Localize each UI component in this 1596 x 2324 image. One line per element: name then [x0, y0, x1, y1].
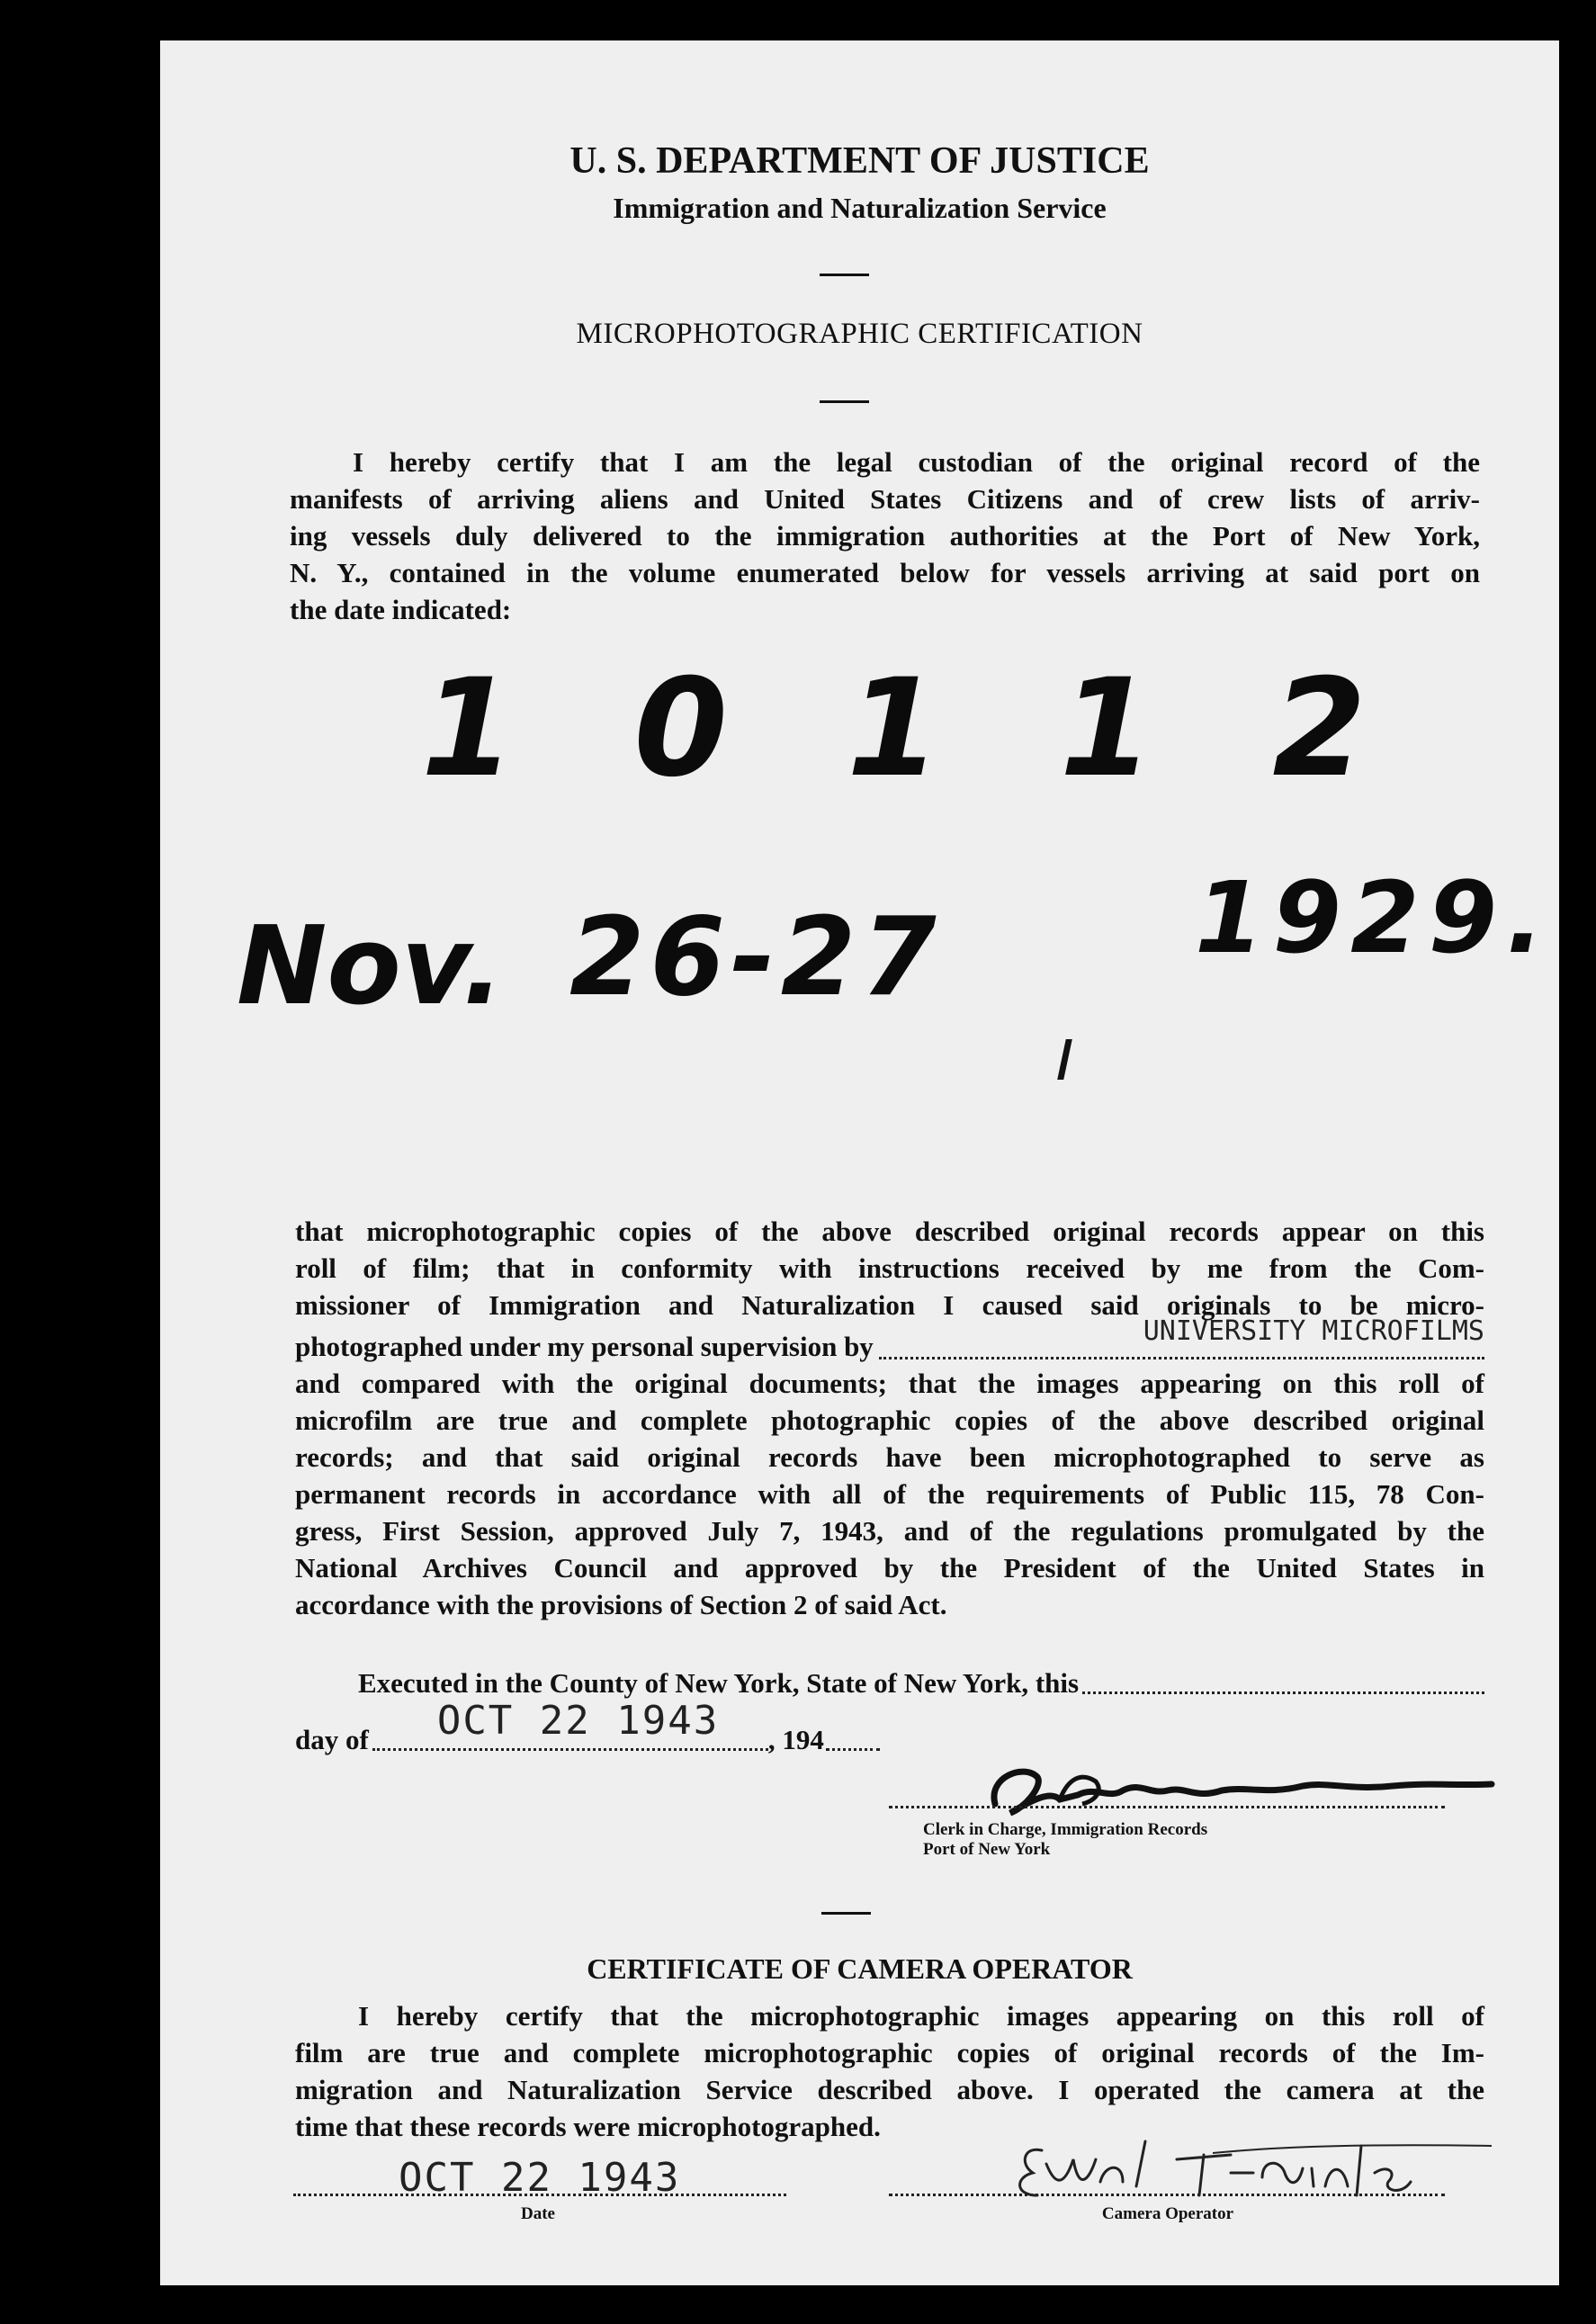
clerk-title-line: Port of New York	[923, 1840, 1051, 1859]
divider-rule	[820, 400, 869, 403]
handwritten-year: 1929.	[1195, 860, 1553, 975]
paragraph-line: accordance with the provisions of Section 2 of said Act.	[295, 1589, 947, 1620]
camera-operator-signature-line	[889, 2150, 1445, 2196]
paragraph-line: migration and Naturalization Service described above. I operated the camera at the	[295, 2074, 1484, 2105]
handwritten-month: Nov.	[237, 904, 504, 1029]
certification-title: MICROPHOTOGRAPHIC CERTIFICATION	[576, 318, 1143, 350]
clerk-title	[923, 1820, 1207, 1860]
paragraph-line: N. Y., contained in the volume enumerated below for vessels arriving at said port on	[290, 557, 1480, 588]
paragraph-line: missioner of Immigration and Naturalization I caused said originals to be micro-	[295, 1289, 1484, 1321]
clerk-title-line: Clerk in Charge, Immigration Records	[923, 1820, 1208, 1839]
day-of-dotted-line	[372, 1698, 768, 1751]
paragraph-line: ing vessels duly delivered to the immigration authorities at the Port of New York,	[290, 520, 1480, 552]
paragraph-line: National Archives Council and approved by the President of the United States in	[295, 1552, 1484, 1584]
paragraph-line: time that these records were microphotographed.	[295, 2111, 881, 2142]
custodian-paragraph	[290, 444, 1480, 628]
year-prefix: , 194	[767, 1724, 824, 1755]
department-heading: U. S. DEPARTMENT OF JUSTICE	[569, 140, 1150, 182]
paragraph-line: I hereby certify that I am the legal custodian of the original record of the	[353, 446, 1480, 478]
day-of-line	[295, 1698, 880, 1758]
paragraph-line: microfilm are true and complete photographic copies of the above described original	[295, 1404, 1484, 1436]
paragraph-line: roll of film; that in conformity with instructions received by me from the Com-	[295, 1252, 1484, 1284]
service-heading: Immigration and Naturalization Service	[613, 192, 1107, 224]
supervision-stamp: UNIVERSITY MICROFILMS	[1143, 1315, 1484, 1347]
paragraph-line: that microphotographic copies of the above described original records appear on this	[295, 1216, 1484, 1247]
camera-operator-label: Camera Operator	[1101, 2204, 1234, 2223]
executed-line	[358, 1664, 1484, 1701]
supervision-dotted-line	[879, 1315, 1484, 1359]
camera-date-stamp: OCT 22 1943	[399, 2155, 681, 2201]
certificate-page	[160, 40, 1559, 2285]
camera-certificate-title: CERTIFICATE OF CAMERA OPERATOR	[587, 1952, 1133, 1985]
divider-rule	[820, 274, 869, 276]
date-label: Date	[521, 2204, 555, 2223]
handwritten-volume-number: 1 0 1 1 2	[421, 651, 1403, 807]
paragraph-line: film are true and complete microphotographic copies of original records of the Im-	[295, 2037, 1484, 2068]
clerk-signature-line	[889, 1761, 1445, 1808]
divider-rule	[821, 1912, 871, 1915]
executed-text: Executed in the County of New York, State of New York, this	[358, 1667, 1080, 1699]
paragraph-line: the date indicated:	[290, 594, 512, 625]
handwritten-comma-mark	[1057, 1039, 1072, 1080]
supervision-prefix: photographed under my personal supervision by	[295, 1331, 874, 1362]
paragraph-line: records; and that said original records have been microphotographed to serve as	[295, 1441, 1484, 1473]
paragraph-line: and compared with the original documents; that the images appearing on this roll of	[295, 1368, 1484, 1399]
supervision-line	[295, 1315, 1484, 1365]
day-of-label: day of	[295, 1724, 369, 1755]
year-dotted-line	[826, 1721, 880, 1751]
paragraph-line: manifests of arriving aliens and United States Citizens and of crew lists of arriv-	[290, 483, 1480, 515]
handwritten-days: 26-27	[569, 895, 942, 1020]
paragraph-line: gress, First Session, approved July 7, 1943, and of the regulations promulgated by the	[295, 1515, 1484, 1547]
body-paragraph	[295, 1213, 1484, 1623]
paragraph-line: I hereby certify that the microphotographic images appearing on this roll of	[358, 2000, 1484, 2032]
execution-date-stamp: OCT 22 1943	[436, 1698, 720, 1744]
paragraph-line: permanent records in accordance with all of the requirements of Public 115, 78 Con-	[295, 1478, 1484, 1510]
executed-day-dotted-line	[1082, 1664, 1484, 1694]
